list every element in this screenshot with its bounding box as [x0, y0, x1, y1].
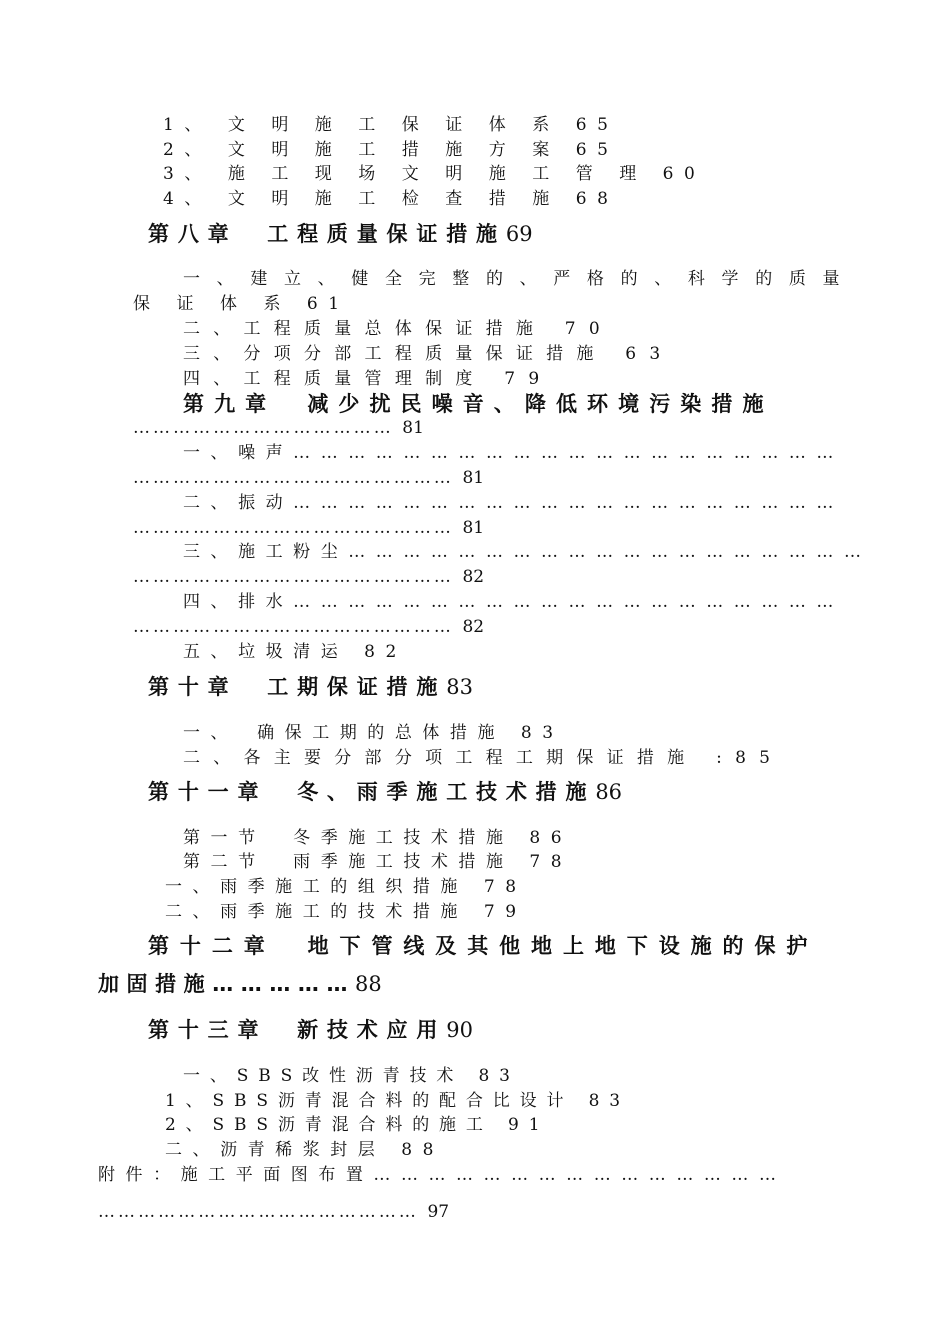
toc-entry: 保 证 体 系 61 [133, 294, 350, 314]
toc-entry: 4、 文 明 施 工 检 查 措 施 68 [163, 189, 619, 209]
toc-entry: 一、SBS改性沥青技术 83 [183, 1066, 520, 1086]
toc-entry: 1、SBS沥青混合料的配合比设计 83 [165, 1091, 630, 1111]
toc-leader: ………………………………………… 97 [98, 1202, 450, 1222]
page-number: 69 [505, 222, 533, 246]
toc-entry: 第二节 雨季施工技术措施 78 [183, 852, 573, 872]
chapter-heading: 第十二章 地下管线及其他地上地下设施的保护 [148, 934, 819, 958]
page-number: 97 [427, 1202, 450, 1222]
page-number: 90 [446, 1018, 473, 1042]
toc-entry: 一、雨季施工的组织措施 78 [165, 877, 527, 897]
page-number: 81 [462, 468, 485, 488]
toc-entry: 附件：施工平面图布置……………………………………… [98, 1165, 787, 1185]
toc-entry: 一、噪声…………………………………………………… [183, 443, 844, 463]
toc-entry: 2、 文 明 施 工 措 施 方 案 65 [163, 140, 619, 160]
toc-entry: 二、各主要分部分项工程工期保证措施 :85 [183, 748, 784, 768]
chapter-heading: 第十章 工期保证措施83 [148, 675, 473, 699]
toc-entry: 第一节 冬季施工技术措施 86 [183, 828, 573, 848]
toc-leader: ………………………………………… 82 [133, 567, 485, 587]
toc-entry: 四、排水…………………………………………………… [183, 592, 844, 612]
page-number: 86 [595, 780, 623, 804]
toc-entry: 二、工程质量总体保证措施 70 [183, 319, 613, 339]
toc-entry: 3、 施 工 现 场 文 明 施 工 管 理 60 [163, 164, 706, 184]
toc-entry: 二、沥青稀浆封层 88 [165, 1140, 444, 1160]
toc-entry: 五、垃圾清运 82 [183, 642, 407, 662]
toc-leader: ………………………………………… 81 [133, 468, 485, 488]
toc-entry: 三、施工粉尘………………………………………………… [183, 542, 872, 562]
toc-leader: ………………………………………… 81 [133, 518, 485, 538]
page-number: 82 [462, 567, 485, 587]
page-number: 88 [355, 972, 382, 996]
toc-entry: 二、雨季施工的技术措施 79 [165, 902, 527, 922]
toc-leader: ………………………………………… 82 [133, 617, 485, 637]
toc-entry: 1、 文 明 施 工 保 证 体 系 65 [163, 115, 619, 135]
toc-leader: ………………………………… 81 [133, 418, 424, 438]
chapter-heading: 加固措施……………88 [98, 972, 382, 996]
chapter-heading: 第九章 减少扰民噪音、降低环境污染措施 [183, 392, 774, 416]
toc-entry: 三、分项分部工程质量保证措施 63 [183, 344, 674, 364]
chapter-heading: 第十一章 冬、雨季施工技术措施86 [148, 780, 623, 804]
toc-entry: 一、建立、健全完整的、严格的、科学的质量 [183, 269, 857, 289]
page-number: 82 [462, 617, 485, 637]
page-number: 83 [446, 675, 473, 699]
toc-entry: 四、工程质量管理制度 79 [183, 369, 553, 389]
toc-entry: 2、SBS沥青混合料的施工 91 [165, 1115, 550, 1135]
toc-entry: 二、振动…………………………………………………… [183, 493, 844, 513]
toc-entry: 一、 确保工期的总体措施 83 [183, 723, 564, 743]
page-number: 81 [462, 518, 485, 538]
chapter-heading: 第十三章 新技术应用90 [148, 1018, 473, 1042]
page-number: 81 [402, 418, 424, 438]
chapter-heading: 第八章 工程质量保证措施69 [148, 222, 533, 246]
